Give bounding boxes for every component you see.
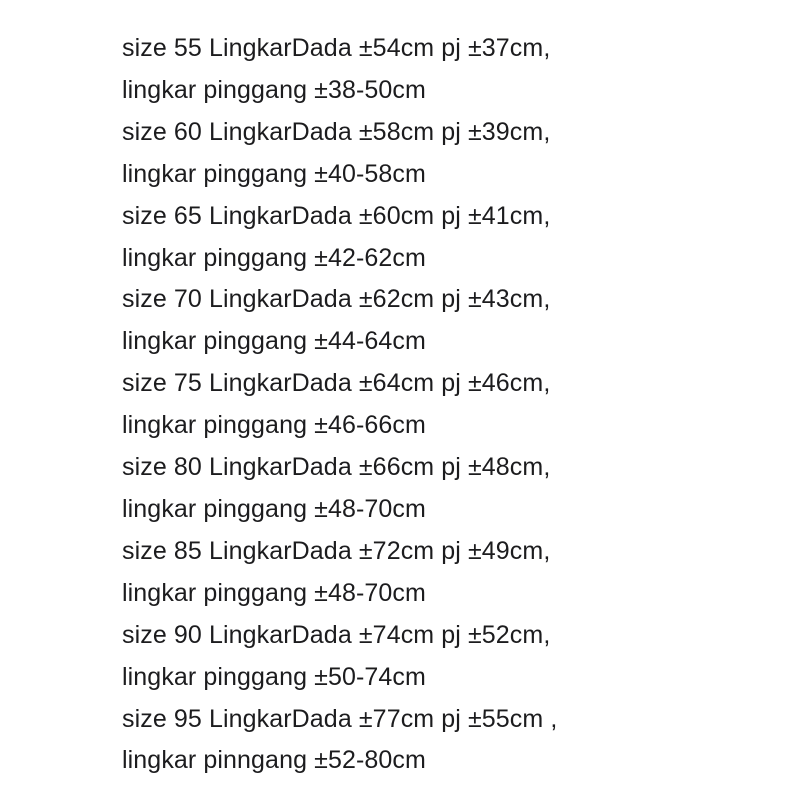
size-entry-95 <box>122 699 557 783</box>
size-entry-measurements: size 65 LingkarDada ±60cm pj ±41cm, <box>122 201 551 230</box>
size-entry-measurements: size 95 LingkarDada ±77cm pj ±55cm , <box>122 704 558 733</box>
size-entry-waist: lingkar pinggang ±38-50cm <box>122 75 426 104</box>
size-entry-measurements: size 55 LingkarDada ±54cm pj ±37cm, <box>122 34 551 62</box>
size-entry-measurements: size 70 LingkarDada ±62cm pj ±43cm, <box>122 285 551 314</box>
size-entry-waist: lingkar pinggang ±48-70cm <box>122 494 426 523</box>
size-entry-measurements: size 90 LingkarDada ±74cm pj ±52cm, <box>122 620 551 649</box>
size-entry-measurements: size 80 LingkarDada ±66cm pj ±48cm, <box>122 453 551 482</box>
size-entry-65 <box>122 196 557 280</box>
size-entry-measurements: size 75 LingkarDada ±64cm pj ±46cm, <box>122 369 551 398</box>
size-entry-75 <box>122 363 557 447</box>
size-entry-measurements: size 60 LingkarDada ±58cm pj ±39cm, <box>122 117 551 146</box>
size-entry-waist: lingkar pinggang ±50-74cm <box>122 662 426 691</box>
size-entry-waist: lingkar pinngang ±52-80cm <box>122 746 426 775</box>
size-entry-waist: lingkar pinggang ±44-64cm <box>122 327 426 356</box>
size-entry-measurements: size 85 LingkarDada ±72cm pj ±49cm, <box>122 536 551 565</box>
size-entry-waist: lingkar pinggang ±40-58cm <box>122 159 426 188</box>
size-entry-85 <box>122 531 557 615</box>
size-entry-55 <box>122 28 557 112</box>
size-entry-60 <box>122 112 557 196</box>
size-entry-70 <box>122 279 557 363</box>
size-entry-90 <box>122 615 557 699</box>
size-entry-waist: lingkar pinggang ±48-70cm <box>122 578 426 607</box>
size-entry-80 <box>122 447 557 531</box>
size-entry-waist: lingkar pinggang ±46-66cm <box>122 411 426 440</box>
size-entry-waist: lingkar pinggang ±42-62cm <box>122 243 426 272</box>
size-chart-list <box>122 28 557 782</box>
